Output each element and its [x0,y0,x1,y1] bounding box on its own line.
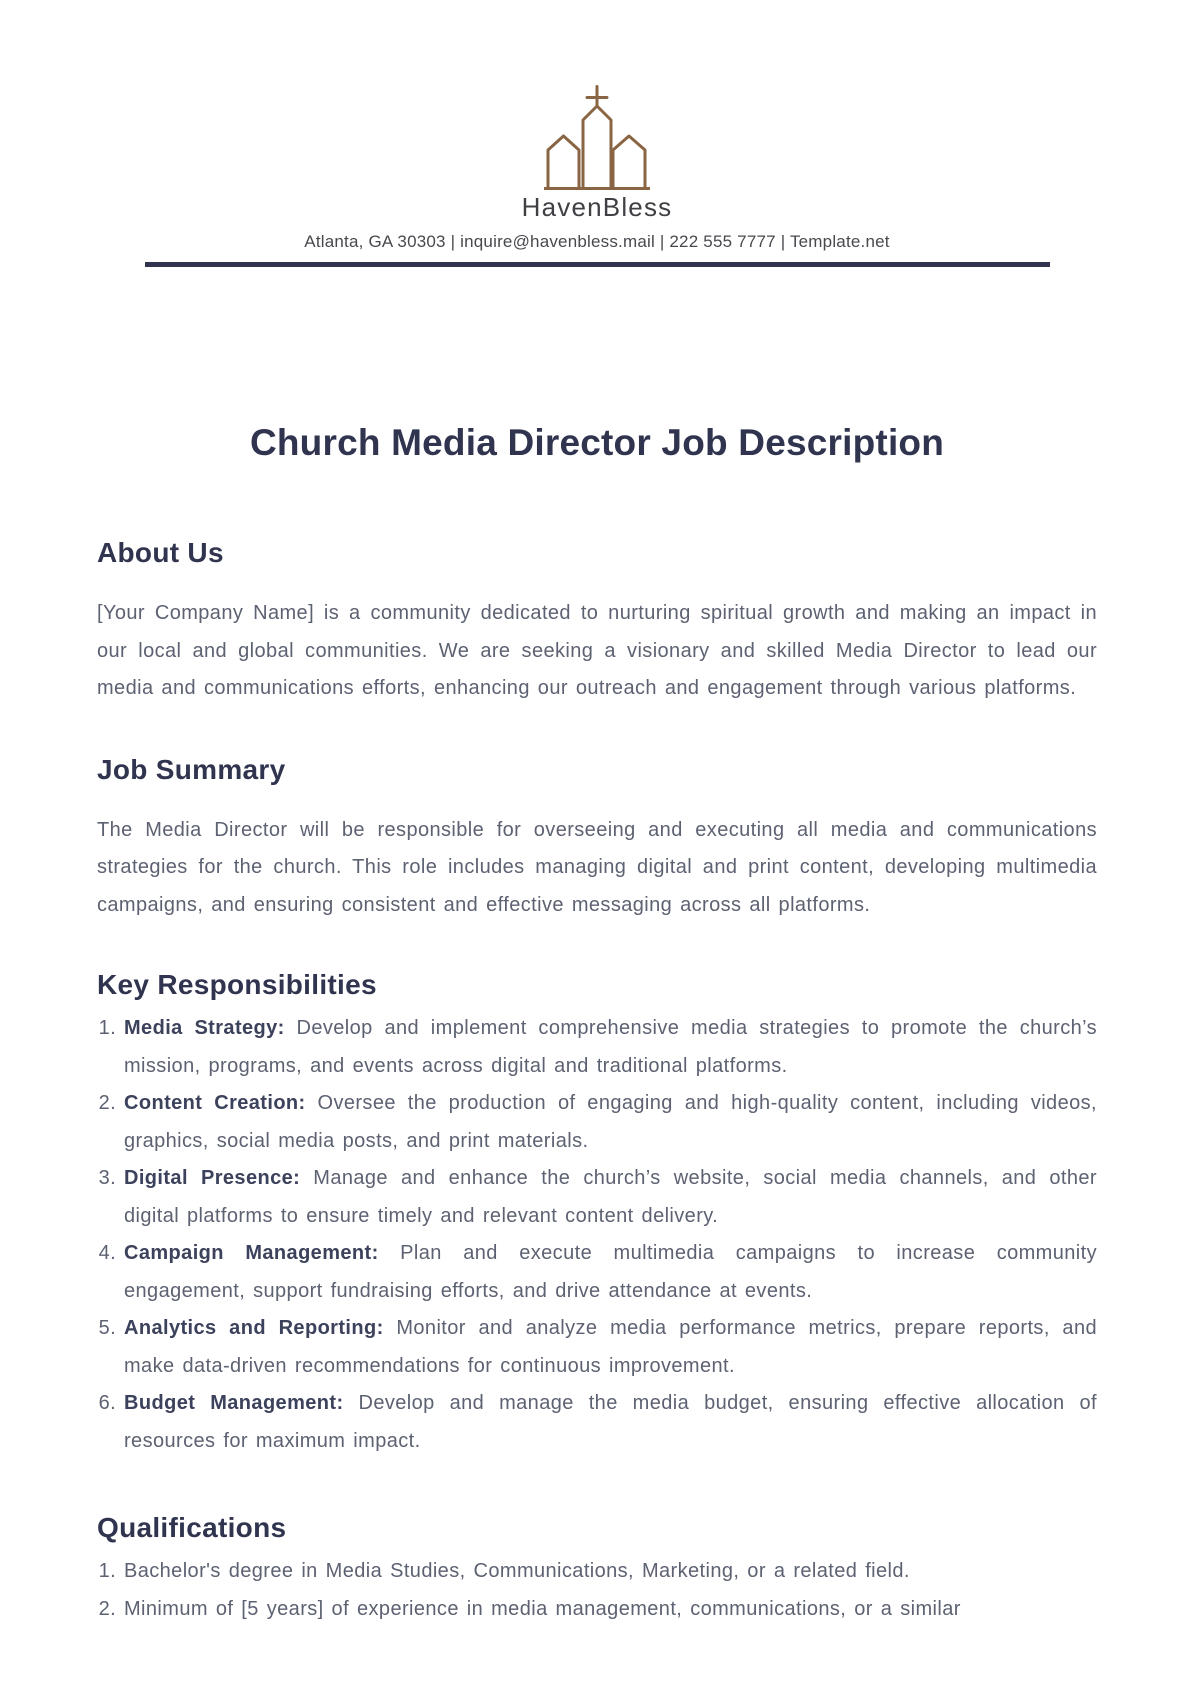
list-item [124,1235,1097,1310]
section-heading: Qualifications [97,1512,287,1543]
list-item-text: Develop and implement comprehensive media strategies to promote the church’s mission, programs, and events across digital and traditional platforms. [124,1017,1098,1077]
page-title: Church Media Director Job Description [249,422,945,463]
list-item-label: Digital Presence: [124,1167,301,1189]
list-item-text: Monitor and analyze media performance metrics, prepare reports, and make data-driven recommendations for continuous improvement. [124,1317,1097,1377]
qualifications-list [97,1553,1097,1628]
list-item-label: Analytics and Reporting: [124,1317,384,1339]
letterhead [97,85,1097,267]
list-item [124,1085,1097,1160]
list-item-label: Budget Management: [124,1392,344,1414]
key-responsibilities-list [97,1010,1097,1460]
section-key-responsibilities [97,968,1097,1460]
list-item-label: Content Creation: [124,1092,306,1114]
section-paragraph: [Your Company Name] is a community dedicated to nurturing spiritual growth and making an impact in our local and global communities. We are seeking a visionary and skilled Media Director to lead our media and communications efforts, enhancing our outreach and engagement through various platforms. [97,602,1097,699]
church-logo-icon [544,85,650,191]
list-item-text: Plan and execute multimedia campaigns to increase community engagement, support fundraising efforts, and drive attendance at events. [124,1242,1097,1302]
section-qualifications [97,1511,1097,1628]
list-item-text: Bachelor's degree in Media Studies, Communications, Marketing, or a related field. [124,1560,910,1582]
list-item-text: Manage and enhance the church’s website, social media channels, and other digital platforms to ensure timely and relevant content delivery. [124,1167,1097,1227]
section-paragraph: The Media Director will be responsible for overseeing and executing all media and communications strategies for the church. This role includes managing digital and print content, developing multimedia campaigns, and ensuring consistent and effective messaging across all platforms. [97,818,1097,916]
section-heading: About Us [97,537,224,568]
brand-name: HavenBless [521,192,673,222]
list-item [124,1310,1097,1385]
contact-line: Atlanta, GA 30303 | inquire@havenbless.mail | 222 555 7777 | Template.net [304,232,890,251]
list-item [124,1553,1097,1591]
list-item-text: Develop and manage the media budget, ensuring effective allocation of resources for maximum impact. [124,1392,1097,1452]
section-job-summary [97,753,1097,925]
list-item [124,1385,1097,1460]
list-item-label: Campaign Management: [124,1242,379,1264]
list-item [124,1160,1097,1235]
list-item-label: Media Strategy: [124,1017,285,1039]
document-page [97,0,1097,1628]
section-heading: Job Summary [97,753,286,785]
section-about-us [97,536,1097,708]
list-item-text: Minimum of [5 years] of experience in media management, communications, or a similar [124,1597,961,1620]
list-item [124,1591,1097,1629]
list-item-text: Oversee the production of engaging and high-quality content, including videos, graphics, social media posts, and print materials. [124,1092,1097,1152]
list-item [124,1010,1097,1085]
divider-rule [145,262,1050,267]
section-heading: Key Responsibilities [97,969,377,1000]
